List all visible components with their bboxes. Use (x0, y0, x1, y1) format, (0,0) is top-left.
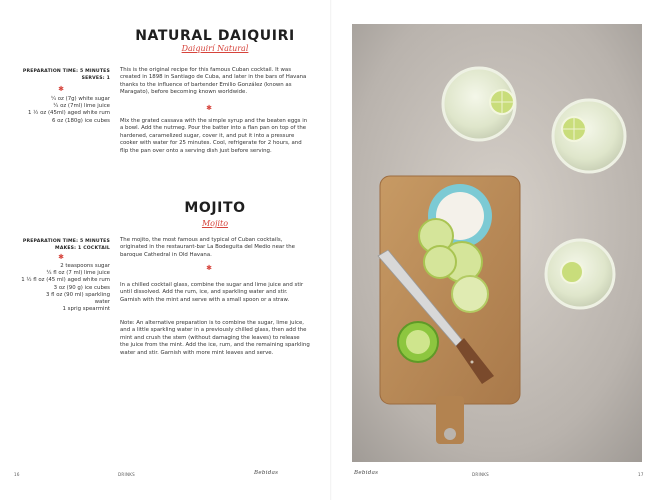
ingredient-item: 3 fl oz (90 ml) sparkling (45, 291, 110, 298)
right-page (332, 0, 664, 500)
ingredient-item: 1 sprig spearmint (62, 306, 110, 313)
recipe1-prep-time: PREPARATION TIME: 5 MINUTES (22, 69, 110, 74)
recipe1-ingredients (12, 96, 110, 125)
recipe2-intro: The mojito, the most famous and typical of Cuban cocktails, originated in the restaurant-bar La Bodeguita del Medio near the baroque Cathedral in Old Havana. (120, 237, 295, 258)
recipe2-method: In a chilled cocktail glass, combine the sugar and lime juice and stir until dissolved. Add the rum, ice, and sparkling water and stir. Garnish with the mint and serve with a small spoon or a straw. (120, 282, 304, 303)
star-divider-icon: ✱ (206, 264, 212, 272)
recipe2-prep-block (12, 238, 110, 252)
ingredient-item: 1 ½ oz (45ml) aged white rum (28, 110, 110, 117)
star-divider-icon: ✱ (58, 253, 64, 261)
recipe1-prep-block (12, 68, 110, 82)
recipe1-serves: SERVES: 1 (81, 76, 110, 81)
footer-section-left: DRINKS (118, 472, 135, 477)
recipe2-makes: MAKES: 1 COCKTAIL (55, 246, 110, 251)
recipe1-subtitle: Daiquirí Natural (181, 44, 249, 53)
recipe2-title: MOJITO (184, 200, 246, 216)
footer-script-right: Bebidas (354, 470, 379, 476)
recipe2-subtitle: Mojito (201, 219, 229, 228)
ingredient-item: water (94, 299, 110, 306)
recipe2-note: Note: An alternative preparation is to combine the sugar, lime juice, and a little sparkling water in a previously chilled glass, then add the mint and crush the stem (without damaging the leaves) to release the juice from the mint. Add the ice, rum, and the remaining sparkling water and stir. Garnish with more mint leaves and serve. (120, 320, 310, 356)
page-number-right: 17 (638, 472, 644, 477)
ingredient-item: 3 oz (90 g) ice cubes (53, 284, 110, 291)
ingredient-item: ¼ oz (7g) white sugar (50, 96, 110, 102)
recipe2-ingredients (12, 263, 110, 313)
cocktail-photo (352, 24, 642, 462)
glass-right (553, 100, 625, 172)
glass-top (443, 68, 515, 140)
star-divider-icon: ✱ (58, 85, 64, 93)
star-divider-icon: ✱ (206, 104, 212, 112)
ingredient-item: ¼ oz (7ml) lime juice (53, 103, 110, 110)
footer-section-right: DRINKS (472, 472, 489, 477)
glass-bottom (546, 240, 614, 308)
recipe1-title: NATURAL DAIQUIRI (135, 28, 295, 44)
ingredient-item: 2 teaspoons sugar (60, 263, 110, 269)
ingredient-item: ¼ fl oz (7 ml) lime juice (46, 270, 110, 277)
footer-script-left: Bebidas (254, 470, 279, 476)
recipe1-method: Mix the grated cassava with the simple syrup and the beaten eggs in a bowl. Add the nutmeg. Pour the batter into a flan pan on top of the hardened, caramelized sugar, cover it, and put it into a pressure cooker with water for 25 minutes. Cool, refrigerate for 2 hours, and flip the pan over onto a serving dish just before serving. (120, 118, 308, 154)
ingredient-item: 6 oz (180g) ice cubes (51, 117, 110, 124)
ingredient-item: 1 ½ fl oz (45 ml) aged white rum (21, 277, 110, 284)
page-number-left: 16 (14, 472, 20, 477)
recipe2-prep-time: PREPARATION TIME: 5 MINUTES (22, 239, 110, 244)
recipe1-intro: This is the original recipe for this famous Cuban cocktail. It was created in 1898 in Santiago de Cuba, and later in the bars of Havana thanks to the influence of bartender Emilio González (known as Maragato), before becoming known worldwide. (120, 67, 307, 96)
